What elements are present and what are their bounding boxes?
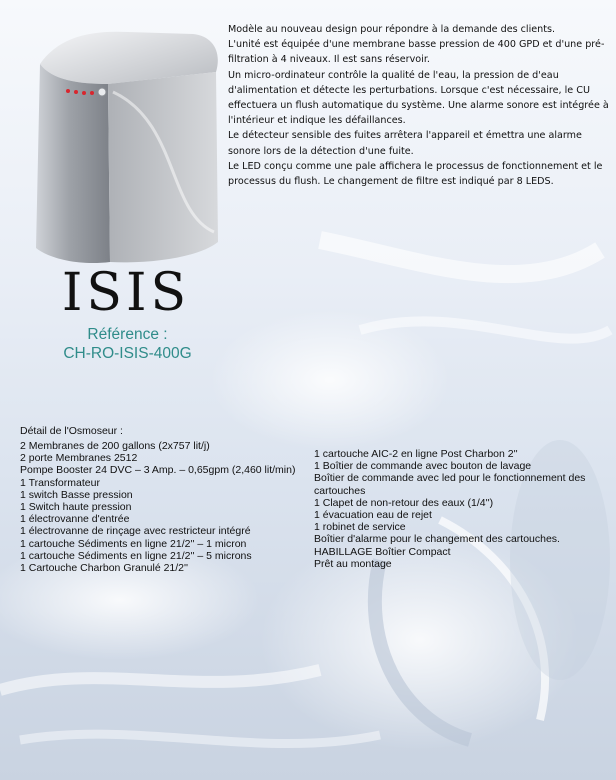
details-list-left bbox=[20, 440, 320, 574]
list-item: Pompe Booster 24 DVC – 3 Amp. – 0,65gpm (2,460 lit/min) bbox=[20, 464, 296, 477]
product-image bbox=[18, 22, 230, 280]
list-item: 1 Boîtier de commande avec bouton de lavage bbox=[314, 460, 532, 473]
list-item: 1 cartouche Sédiments en ligne 21/2'' – 1 micron bbox=[20, 537, 247, 550]
list-item: Boîtier de commande avec led pour le fonctionnement des cartouches bbox=[314, 472, 586, 497]
list-item: Boîtier d'alarme pour le changement des cartouches. bbox=[314, 533, 560, 546]
list-item: 1 Transformateur bbox=[20, 476, 100, 489]
product-description bbox=[228, 22, 610, 189]
list-item: 1 cartouche AIC-2 en ligne Post Charbon 2'' bbox=[314, 448, 518, 460]
brand-name: ISIS bbox=[61, 263, 191, 323]
intro-paragraph: Le détecteur sensible des fuites arrêtera l'appareil et émettra une alarme sonore lors de la détection d'une fuite. bbox=[228, 130, 582, 157]
intro-paragraph: Un micro-ordinateur contrôle la qualité de l'eau, la pression de d'eau d'alimentation et détecte les perturbations. Lorsque c'est nécessaire, le CU effectuera un flush automatique du système. Une alarme sonore est intégrée à l'intérieur et indique les défaillances. bbox=[228, 69, 609, 127]
intro-paragraph: Modèle au nouveau design pour répondre à la demande des clients. bbox=[228, 24, 556, 35]
list-item: 1 cartouche Sédiments en ligne 21/2'' – 5 microns bbox=[20, 549, 252, 562]
reference-code: CH-RO-ISIS-400G bbox=[63, 345, 192, 362]
reference-label: Référence : bbox=[87, 326, 168, 343]
intro-paragraph: L'unité est équipée d'une membrane basse pression de 400 GPD et d'une pré-filtration à 4 niveaux. Il est sans réservoir. bbox=[228, 39, 605, 66]
list-item: 1 robinet de service bbox=[314, 521, 406, 534]
list-item: 1 Cartouche Charbon Granulé 21/2'' bbox=[20, 562, 189, 575]
list-item: 2 Membranes de 200 gallons (2x757 lit/j) bbox=[20, 440, 210, 452]
details-list-right bbox=[314, 448, 604, 570]
list-item: Prêt au montage bbox=[314, 557, 392, 570]
list-item: 1 switch Basse pression bbox=[20, 488, 133, 501]
list-item: 1 électrovanne de rinçage avec restricteur intégré bbox=[20, 525, 251, 538]
list-item: HABILLAGE Boîtier Compact bbox=[314, 545, 451, 558]
list-item: 2 porte Membranes 2512 bbox=[20, 452, 138, 465]
list-item: 1 Switch haute pression bbox=[20, 501, 132, 514]
details-title: Détail de l'Osmoseur : bbox=[20, 425, 123, 437]
list-item: 1 électrovanne d'entrée bbox=[20, 513, 130, 526]
intro-paragraph: Le LED conçu comme une pale affichera le processus de fonctionnement et le processus du flush. Le changement de filtre est indiqué par 8 LEDS. bbox=[228, 160, 603, 188]
list-item: 1 Clapet de non-retour des eaux (1/4'') bbox=[314, 496, 494, 509]
list-item: 1 évacuation eau de rejet bbox=[314, 509, 432, 522]
